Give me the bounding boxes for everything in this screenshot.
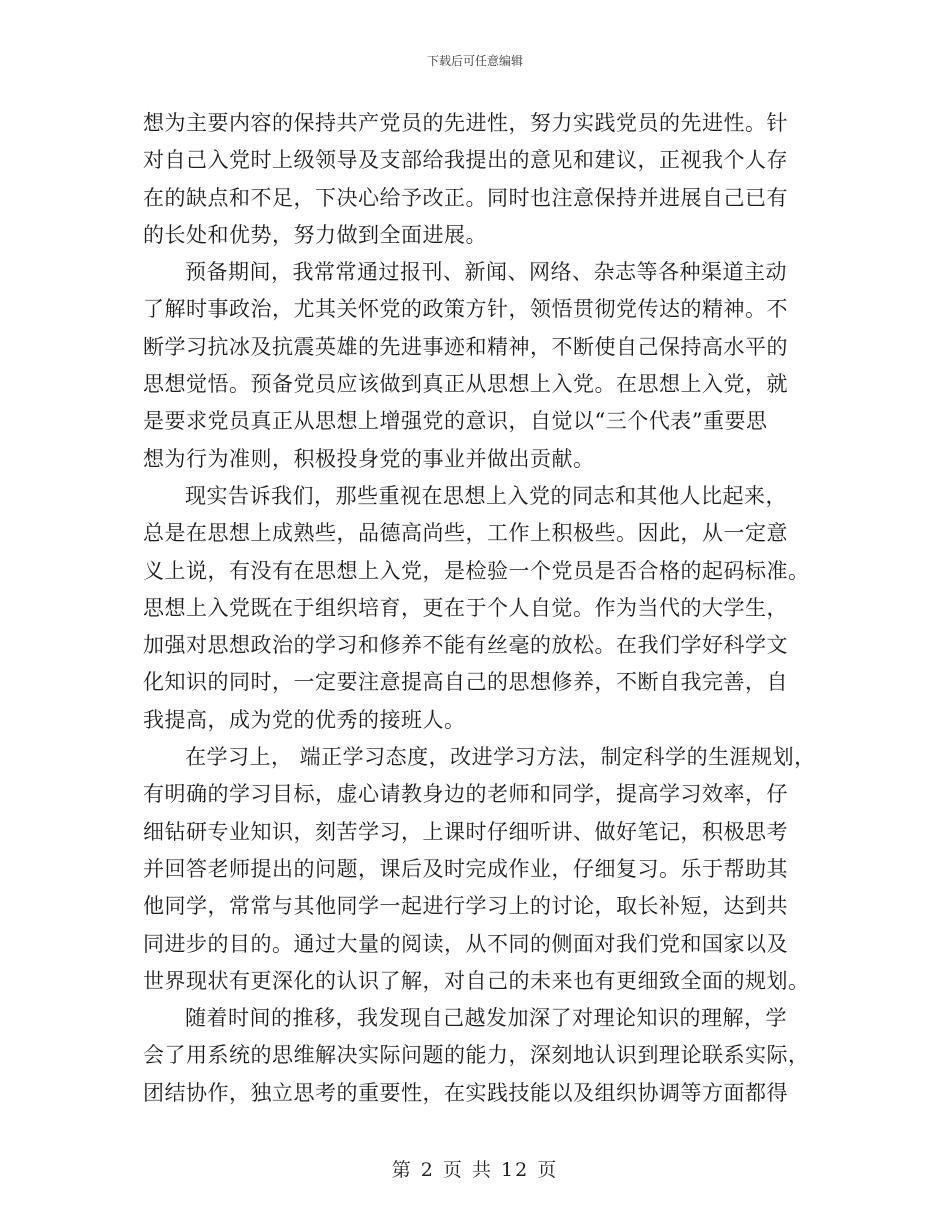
body-text <box>143 105 823 1112</box>
text-line: 会了用系统的思维解决实际问题的能力，深刻地认识到理论联系实际， <box>143 1043 810 1068</box>
text-line: 他同学，常常与其他同学一起进行学习上的讨论，取长补短，达到共 <box>143 894 788 919</box>
text-line: 现实告诉我们，那些重视在思想上入党的同志和其他人比起来， <box>185 483 787 508</box>
text-line: 义上说，有没有在思想上入党，是检验一个党员是否合格的起码标准。 <box>143 558 810 583</box>
text-line: 细钻研专业知识，刻苦学习，上课时仔细听讲、做好笔记，积极思考 <box>143 819 788 844</box>
text-line: 的长处和优势，努力做到全面进展。 <box>143 222 487 247</box>
text-line: 总是在思想上成熟些，品德高尚些，工作上积极些。因此，从一定意 <box>143 521 788 546</box>
text-line: 对自己入党时上级领导及支部给我提出的意见和建议，正视我个人存 <box>143 148 788 173</box>
text-line: 思想上入党既在于组织培育，更在于个人自觉。作为当代的大学生， <box>143 595 788 620</box>
text-line: 并回答老师提出的问题，课后及时完成作业，仔细复习。乐于帮助其 <box>143 856 788 881</box>
text-line: 随着时间的推移，我发现自己越发加深了对理论知识的理解，学 <box>185 1006 787 1031</box>
text-line: 我提高，成为党的优秀的接班人。 <box>143 707 466 732</box>
header-note: 下载后可任意编辑 <box>426 54 523 68</box>
text-line: 世界现状有更深化的认识了解，对自己的未来也有更细致全面的规划。 <box>143 968 810 993</box>
text-line: 了解时事政治，尤其关怀党的政策方针，领悟贯彻党传达的精神。不 <box>143 297 788 322</box>
text-line: 化知识的同时，一定要注意提高自己的思想修养，不断自我完善，自 <box>143 670 788 695</box>
text-line: 同进步的目的。通过大量的阅读，从不同的侧面对我们党和国家以及 <box>143 931 788 956</box>
text-line: 团结协作，独立思考的重要性，在实践技能以及组织协调等方面都得 <box>143 1080 788 1105</box>
text-line: 在学习上， 端正学习态度，改进学习方法，制定科学的生涯规划， <box>185 745 816 770</box>
text-line: 加强对思想政治的学习和修养不能有丝毫的放松。在我们学好科学文 <box>143 633 788 658</box>
text-line: 是要求党员真正从思想上增强党的意识，自觉以“三个代表”重要思 <box>143 409 768 434</box>
page-number-footer: 第 2 页 共 12 页 <box>391 1159 559 1181</box>
text-line: 思想觉悟。预备党员应该做到真正从思想上入党。在思想上入党，就 <box>143 372 788 397</box>
text-line: 想为主要内容的保持共产党员的先进性，努力实践党员的先进性。针 <box>143 111 788 135</box>
text-line: 想为行为准则，积极投身党的事业并做出贡献。 <box>143 446 595 471</box>
text-line: 预备期间，我常常通过报刊、新闻、网络、杂志等各种渠道主动 <box>185 260 787 285</box>
text-line: 有明确的学习目标，虚心请教身边的老师和同学，提高学习效率，仔 <box>143 782 788 807</box>
text-line: 在的缺点和不足，下决心给予改正。同时也注意保持并进展自己已有 <box>143 185 788 210</box>
text-line: 断学习抗冰及抗震英雄的先进事迹和精神，不断使自己保持高水平的 <box>143 334 788 359</box>
